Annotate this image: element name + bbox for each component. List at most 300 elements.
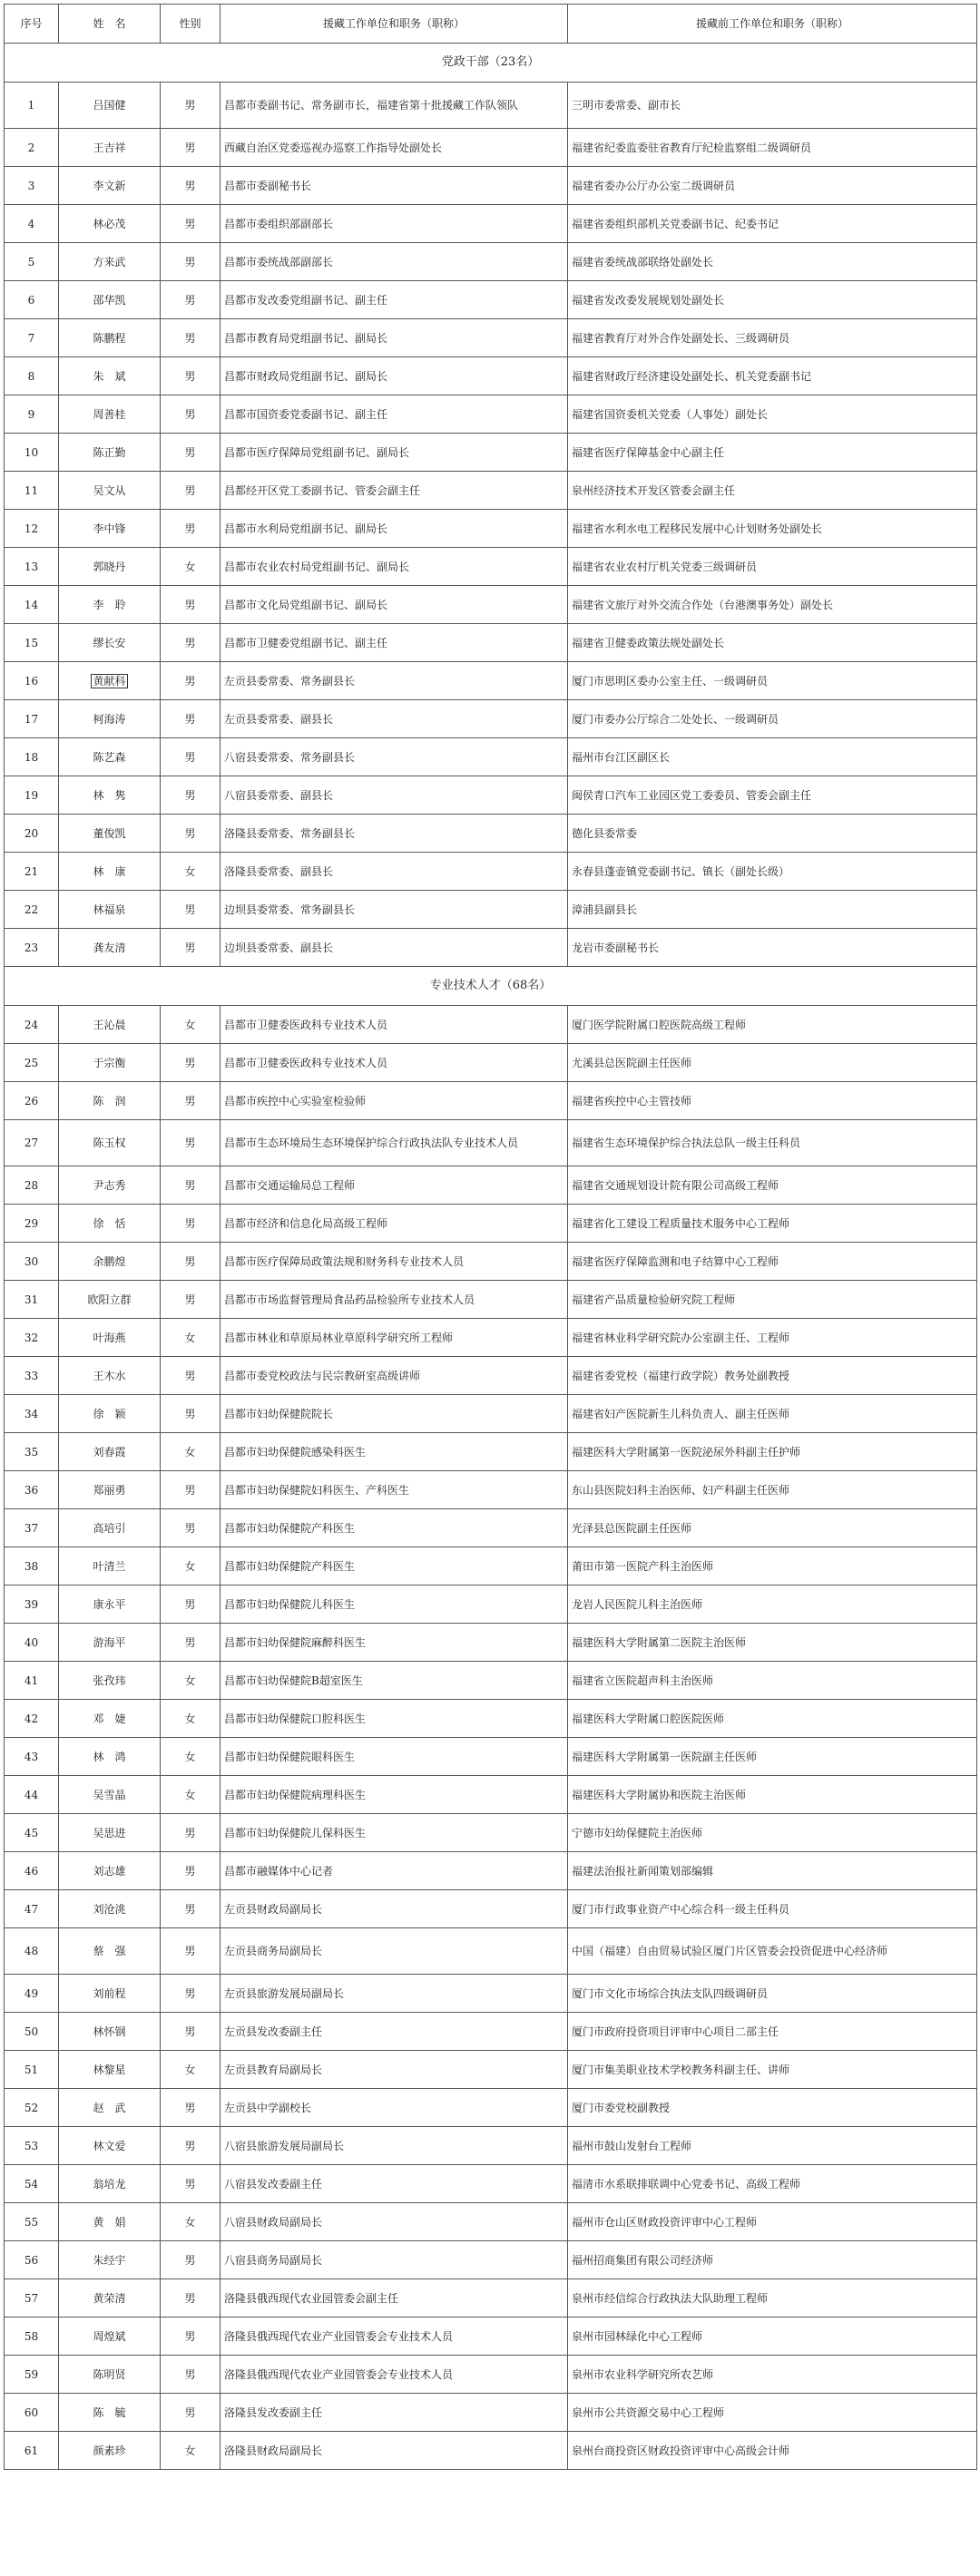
table-row bbox=[5, 2394, 977, 2432]
cell-previous-post: 泉州经济技术开发区管委会副主任 bbox=[568, 472, 977, 510]
table-row bbox=[5, 2051, 977, 2089]
table-body bbox=[5, 44, 977, 2470]
cell-current-post: 八宿县财政局副局长 bbox=[220, 2203, 568, 2241]
table-row bbox=[5, 700, 977, 738]
cell-gender: 女 bbox=[161, 1319, 220, 1357]
cell-name: 于宗衡 bbox=[59, 1044, 161, 1082]
cell-name: 林 鸿 bbox=[59, 1738, 161, 1776]
cell-no: 45 bbox=[5, 1814, 59, 1852]
cell-gender: 男 bbox=[161, 472, 220, 510]
cell-previous-post: 福建省委办公厅办公室二级调研员 bbox=[568, 167, 977, 205]
cell-previous-post: 福州市仓山区财政投资评审中心工程师 bbox=[568, 2203, 977, 2241]
cell-gender: 女 bbox=[161, 1433, 220, 1471]
cell-previous-post: 泉州台商投资区财政投资评审中心高级会计师 bbox=[568, 2432, 977, 2470]
cell-gender: 男 bbox=[161, 929, 220, 967]
cell-current-post: 昌都市林业和草原局林业草原科学研究所工程师 bbox=[220, 1319, 568, 1357]
cell-name: 邵华凯 bbox=[59, 281, 161, 319]
table-row bbox=[5, 1814, 977, 1852]
cell-no: 39 bbox=[5, 1586, 59, 1624]
cell-name: 陈明贤 bbox=[59, 2356, 161, 2394]
cell-gender: 男 bbox=[161, 281, 220, 319]
cell-gender: 男 bbox=[161, 1044, 220, 1082]
cell-name: 林黎星 bbox=[59, 2051, 161, 2089]
cell-no: 9 bbox=[5, 395, 59, 434]
cell-name: 方来武 bbox=[59, 243, 161, 281]
cell-name: 叶清兰 bbox=[59, 1547, 161, 1586]
cell-name: 陈艺森 bbox=[59, 738, 161, 776]
cell-current-post: 左贡县教育局副局长 bbox=[220, 2051, 568, 2089]
cell-current-post: 昌都市卫健委医政科专业技术人员 bbox=[220, 1006, 568, 1044]
cell-current-post: 昌都市交通运输局总工程师 bbox=[220, 1166, 568, 1205]
cell-current-post: 昌都市委副书记、常务副市长，福建省第十批援藏工作队领队 bbox=[220, 83, 568, 129]
cell-name: 刘志雄 bbox=[59, 1852, 161, 1890]
cell-current-post: 昌都市发改委党组副书记、副主任 bbox=[220, 281, 568, 319]
table-row bbox=[5, 1776, 977, 1814]
cell-no: 59 bbox=[5, 2356, 59, 2394]
table-row bbox=[5, 1044, 977, 1082]
table-row bbox=[5, 395, 977, 434]
cell-gender: 男 bbox=[161, 2127, 220, 2165]
cell-no: 41 bbox=[5, 1662, 59, 1700]
cell-name: 周煌斌 bbox=[59, 2317, 161, 2356]
cell-gender: 男 bbox=[161, 2013, 220, 2051]
cell-current-post: 昌都市卫健委医政科专业技术人员 bbox=[220, 1044, 568, 1082]
cell-previous-post: 福建省农业农村厅机关党委三级调研员 bbox=[568, 548, 977, 586]
cell-current-post: 昌都市妇幼保健院儿科医生 bbox=[220, 1586, 568, 1624]
cell-previous-post: 福建省生态环境保护综合执法总队一级主任科员 bbox=[568, 1120, 977, 1166]
cell-no: 52 bbox=[5, 2089, 59, 2127]
cell-name: 黄荣清 bbox=[59, 2279, 161, 2317]
cell-previous-post: 福建医科大学附属第一医院副主任医师 bbox=[568, 1738, 977, 1776]
cell-name: 陈正勤 bbox=[59, 434, 161, 472]
table-row bbox=[5, 2127, 977, 2165]
table-row bbox=[5, 243, 977, 281]
cell-previous-post: 厦门市政府投资项目评审中心项目二部主任 bbox=[568, 2013, 977, 2051]
cell-current-post: 昌都市妇幼保健院B超室医生 bbox=[220, 1662, 568, 1700]
table-row bbox=[5, 1006, 977, 1044]
table-row bbox=[5, 853, 977, 891]
cell-current-post: 八宿县旅游发展局副局长 bbox=[220, 2127, 568, 2165]
cell-no: 26 bbox=[5, 1082, 59, 1120]
cell-gender: 男 bbox=[161, 700, 220, 738]
table-row bbox=[5, 1082, 977, 1120]
table-row bbox=[5, 738, 977, 776]
cell-current-post: 昌都市委统战部副部长 bbox=[220, 243, 568, 281]
cell-name: 王吉祥 bbox=[59, 129, 161, 167]
table-row bbox=[5, 929, 977, 967]
cell-gender: 男 bbox=[161, 395, 220, 434]
cell-no: 40 bbox=[5, 1624, 59, 1662]
cell-name: 尹志秀 bbox=[59, 1166, 161, 1205]
cell-previous-post: 泉州市经信综合行政执法大队助理工程师 bbox=[568, 2279, 977, 2317]
cell-previous-post: 德化县委常委 bbox=[568, 815, 977, 853]
cell-name: 陈 毓 bbox=[59, 2394, 161, 2432]
cell-no: 12 bbox=[5, 510, 59, 548]
table-row bbox=[5, 1624, 977, 1662]
cell-current-post: 昌都市委党校政法与民宗教研室高级讲师 bbox=[220, 1357, 568, 1395]
cell-no: 24 bbox=[5, 1006, 59, 1044]
cell-current-post: 边坝县委常委、常务副县长 bbox=[220, 891, 568, 929]
cell-gender: 男 bbox=[161, 815, 220, 853]
cell-gender: 男 bbox=[161, 2356, 220, 2394]
cell-no: 38 bbox=[5, 1547, 59, 1586]
cell-current-post: 昌都市妇幼保健院麻醉科医生 bbox=[220, 1624, 568, 1662]
cell-current-post: 洛隆县发改委副主任 bbox=[220, 2394, 568, 2432]
table-row bbox=[5, 1852, 977, 1890]
cell-name: 赵 武 bbox=[59, 2089, 161, 2127]
cell-no: 27 bbox=[5, 1120, 59, 1166]
cell-gender: 男 bbox=[161, 1281, 220, 1319]
table-row bbox=[5, 1471, 977, 1509]
cell-name: 吴文从 bbox=[59, 472, 161, 510]
cell-previous-post: 泉州市公共资源交易中心工程师 bbox=[568, 2394, 977, 2432]
cell-no: 15 bbox=[5, 624, 59, 662]
cell-current-post: 左贡县委常委、常务副县长 bbox=[220, 662, 568, 700]
cell-name: 徐 恬 bbox=[59, 1205, 161, 1243]
cell-previous-post: 福建医科大学附属协和医院主治医师 bbox=[568, 1776, 977, 1814]
cell-no: 56 bbox=[5, 2241, 59, 2279]
cell-previous-post: 宁德市妇幼保健院主治医师 bbox=[568, 1814, 977, 1852]
table-row bbox=[5, 434, 977, 472]
cell-current-post: 昌都市财政局党组副书记、副局长 bbox=[220, 357, 568, 395]
cell-previous-post: 厦门市行政事业资产中心综合科一级主任科员 bbox=[568, 1890, 977, 1928]
cell-previous-post: 闽侯青口汽车工业园区党工委委员、管委会副主任 bbox=[568, 776, 977, 815]
cell-name: 林文爱 bbox=[59, 2127, 161, 2165]
cell-previous-post: 厦门市文化市场综合执法支队四级调研员 bbox=[568, 1975, 977, 2013]
cell-gender: 男 bbox=[161, 2394, 220, 2432]
table-row bbox=[5, 1509, 977, 1547]
cell-gender: 男 bbox=[161, 2317, 220, 2356]
cell-gender: 男 bbox=[161, 83, 220, 129]
cell-no: 4 bbox=[5, 205, 59, 243]
cell-current-post: 八宿县委常委、副县长 bbox=[220, 776, 568, 815]
cell-gender: 男 bbox=[161, 1120, 220, 1166]
cell-no: 22 bbox=[5, 891, 59, 929]
cell-previous-post: 福建医科大学附属第一医院泌尿外科副主任护师 bbox=[568, 1433, 977, 1471]
cell-current-post: 左贡县发改委副主任 bbox=[220, 2013, 568, 2051]
table-row bbox=[5, 1433, 977, 1471]
table-row bbox=[5, 1319, 977, 1357]
cell-no: 33 bbox=[5, 1357, 59, 1395]
cell-current-post: 昌都市文化局党组副书记、副局长 bbox=[220, 586, 568, 624]
cell-name: 王沁晨 bbox=[59, 1006, 161, 1044]
cell-gender: 女 bbox=[161, 1547, 220, 1586]
cell-previous-post: 龙岩人民医院儿科主治医师 bbox=[568, 1586, 977, 1624]
cell-gender: 男 bbox=[161, 129, 220, 167]
cell-previous-post: 福建省医疗保障基金中心副主任 bbox=[568, 434, 977, 472]
cell-previous-post: 福建省医疗保障监测和电子结算中心工程师 bbox=[568, 1243, 977, 1281]
cell-previous-post: 福建省立医院超声科主治医师 bbox=[568, 1662, 977, 1700]
cell-current-post: 昌都市疾控中心实验室检验师 bbox=[220, 1082, 568, 1120]
cell-no: 43 bbox=[5, 1738, 59, 1776]
cell-current-post: 昌都市水利局党组副书记、副局长 bbox=[220, 510, 568, 548]
cell-name: 林必茂 bbox=[59, 205, 161, 243]
cell-current-post: 昌都市农业农村局党组副书记、副局长 bbox=[220, 548, 568, 586]
cell-previous-post: 福建省化工建设工程质量技术服务中心工程师 bbox=[568, 1205, 977, 1243]
cell-current-post: 左贡县委常委、副县长 bbox=[220, 700, 568, 738]
cell-name: 吴思进 bbox=[59, 1814, 161, 1852]
cell-previous-post: 光泽县总医院副主任医师 bbox=[568, 1509, 977, 1547]
cell-gender: 女 bbox=[161, 1700, 220, 1738]
cell-gender: 男 bbox=[161, 1205, 220, 1243]
cell-no: 36 bbox=[5, 1471, 59, 1509]
cell-previous-post: 福州市鼓山发射台工程师 bbox=[568, 2127, 977, 2165]
cell-no: 48 bbox=[5, 1928, 59, 1975]
cell-current-post: 左贡县旅游发展局副局长 bbox=[220, 1975, 568, 2013]
cell-previous-post: 福建法治报社新闻策划部编辑 bbox=[568, 1852, 977, 1890]
cell-no: 17 bbox=[5, 700, 59, 738]
cell-gender: 男 bbox=[161, 1624, 220, 1662]
cell-gender: 男 bbox=[161, 2279, 220, 2317]
cell-previous-post: 福建省水利水电工程移民发展中心计划财务处副处长 bbox=[568, 510, 977, 548]
table-row bbox=[5, 1890, 977, 1928]
cell-previous-post: 龙岩市委副秘书长 bbox=[568, 929, 977, 967]
cell-no: 44 bbox=[5, 1776, 59, 1814]
cell-no: 28 bbox=[5, 1166, 59, 1205]
table-row bbox=[5, 2317, 977, 2356]
table-row bbox=[5, 1586, 977, 1624]
cell-current-post: 昌都市委组织部副部长 bbox=[220, 205, 568, 243]
cell-previous-post: 福建省教育厅对外合作处副处长、三级调研员 bbox=[568, 319, 977, 357]
cell-current-post: 昌都市经济和信息化局高级工程师 bbox=[220, 1205, 568, 1243]
cell-gender: 女 bbox=[161, 1662, 220, 1700]
cell-previous-post: 福建省国资委机关党委（人事处）副处长 bbox=[568, 395, 977, 434]
cell-no: 13 bbox=[5, 548, 59, 586]
cell-name: 刘沧洮 bbox=[59, 1890, 161, 1928]
cell-no: 30 bbox=[5, 1243, 59, 1281]
cell-name: 康永平 bbox=[59, 1586, 161, 1624]
cell-no: 51 bbox=[5, 2051, 59, 2089]
cell-previous-post: 厦门市思明区委办公室主任、一级调研员 bbox=[568, 662, 977, 700]
cell-name: 王木水 bbox=[59, 1357, 161, 1395]
cell-current-post: 洛隆县财政局副局长 bbox=[220, 2432, 568, 2470]
cell-name: 高培引 bbox=[59, 1509, 161, 1547]
cell-name: 郭晓丹 bbox=[59, 548, 161, 586]
cell-gender: 女 bbox=[161, 2203, 220, 2241]
table-row bbox=[5, 1700, 977, 1738]
section-header-row bbox=[5, 967, 977, 1006]
cell-previous-post: 福建省交通规划设计院有限公司高级工程师 bbox=[568, 1166, 977, 1205]
cell-gender: 女 bbox=[161, 853, 220, 891]
table-row bbox=[5, 1547, 977, 1586]
header-gender: 性别 bbox=[161, 5, 220, 44]
table-row bbox=[5, 1281, 977, 1319]
table-row bbox=[5, 815, 977, 853]
cell-current-post: 洛隆县俄西现代农业产业园管委会专业技术人员 bbox=[220, 2317, 568, 2356]
cell-no: 57 bbox=[5, 2279, 59, 2317]
cell-name: 董俊凯 bbox=[59, 815, 161, 853]
cell-no: 3 bbox=[5, 167, 59, 205]
cell-name: 余鹏煌 bbox=[59, 1243, 161, 1281]
cell-gender: 男 bbox=[161, 1509, 220, 1547]
cell-gender: 男 bbox=[161, 891, 220, 929]
cell-name: 黄 娟 bbox=[59, 2203, 161, 2241]
cell-current-post: 八宿县商务局副局长 bbox=[220, 2241, 568, 2279]
cell-gender: 男 bbox=[161, 1975, 220, 2013]
cell-no: 37 bbox=[5, 1509, 59, 1547]
cell-gender: 女 bbox=[161, 1738, 220, 1776]
table-row bbox=[5, 83, 977, 129]
cell-previous-post: 厦门市委办公厅综合二处处长、一级调研员 bbox=[568, 700, 977, 738]
cell-current-post: 西藏自治区党委巡视办巡察工作指导处副处长 bbox=[220, 129, 568, 167]
table-row bbox=[5, 205, 977, 243]
cell-previous-post: 福清市水系联排联调中心党委书记、高级工程师 bbox=[568, 2165, 977, 2203]
cell-previous-post: 福建省委统战部联络处副处长 bbox=[568, 243, 977, 281]
cell-gender: 女 bbox=[161, 2051, 220, 2089]
cell-gender: 男 bbox=[161, 586, 220, 624]
cell-name: 欧阳立群 bbox=[59, 1281, 161, 1319]
table-row bbox=[5, 776, 977, 815]
cell-gender: 男 bbox=[161, 1586, 220, 1624]
cell-name: 吴雪晶 bbox=[59, 1776, 161, 1814]
cell-previous-post: 福建省纪委监委驻省教育厅纪检监察组二级调研员 bbox=[568, 129, 977, 167]
cell-no: 18 bbox=[5, 738, 59, 776]
table-row bbox=[5, 2013, 977, 2051]
cell-name bbox=[59, 662, 161, 700]
cell-gender: 男 bbox=[161, 510, 220, 548]
cell-name: 刘春霞 bbox=[59, 1433, 161, 1471]
cell-current-post: 左贡县商务局副局长 bbox=[220, 1928, 568, 1975]
cell-no: 29 bbox=[5, 1205, 59, 1243]
cell-gender: 女 bbox=[161, 548, 220, 586]
cell-name: 陈 润 bbox=[59, 1082, 161, 1120]
table-row bbox=[5, 586, 977, 624]
cell-no: 35 bbox=[5, 1433, 59, 1471]
cell-gender: 男 bbox=[161, 167, 220, 205]
cell-no: 42 bbox=[5, 1700, 59, 1738]
table-row bbox=[5, 1166, 977, 1205]
cell-gender: 男 bbox=[161, 1166, 220, 1205]
table-row bbox=[5, 1243, 977, 1281]
cell-no: 8 bbox=[5, 357, 59, 395]
cell-name: 龚友清 bbox=[59, 929, 161, 967]
table-row bbox=[5, 2165, 977, 2203]
table-row bbox=[5, 1738, 977, 1776]
cell-current-post: 昌都市融媒体中心记者 bbox=[220, 1852, 568, 1890]
cell-no: 2 bbox=[5, 129, 59, 167]
cell-current-post: 昌都市市场监督管理局食品药品检验所专业技术人员 bbox=[220, 1281, 568, 1319]
cell-name: 李文新 bbox=[59, 167, 161, 205]
cell-no: 16 bbox=[5, 662, 59, 700]
cell-previous-post: 福建医科大学附属口腔医院医师 bbox=[568, 1700, 977, 1738]
personnel-table bbox=[4, 4, 977, 2470]
cell-previous-post: 莆田市第一医院产科主治医师 bbox=[568, 1547, 977, 1586]
cell-current-post: 昌都市妇幼保健院产科医生 bbox=[220, 1547, 568, 1586]
cell-gender: 男 bbox=[161, 1395, 220, 1433]
cell-no: 31 bbox=[5, 1281, 59, 1319]
cell-current-post: 洛隆县俄西现代农业园管委会副主任 bbox=[220, 2279, 568, 2317]
cell-gender: 男 bbox=[161, 1814, 220, 1852]
cell-previous-post: 中国（福建）自由贸易试验区厦门片区管委会投资促进中心经济师 bbox=[568, 1928, 977, 1975]
header-no: 序号 bbox=[5, 5, 59, 44]
cell-name: 吕国健 bbox=[59, 83, 161, 129]
cell-current-post: 昌都市妇幼保健院儿保科医生 bbox=[220, 1814, 568, 1852]
cell-previous-post: 福州招商集团有限公司经济师 bbox=[568, 2241, 977, 2279]
table-row bbox=[5, 1975, 977, 2013]
cell-current-post: 边坝县委常委、副县长 bbox=[220, 929, 568, 967]
cell-no: 23 bbox=[5, 929, 59, 967]
cell-no: 5 bbox=[5, 243, 59, 281]
cell-no: 21 bbox=[5, 853, 59, 891]
section-title: 专业技术人才（68名） bbox=[5, 967, 977, 1006]
table-row bbox=[5, 2432, 977, 2470]
table-row bbox=[5, 129, 977, 167]
table-row bbox=[5, 2089, 977, 2127]
cell-name: 邓 婕 bbox=[59, 1700, 161, 1738]
cell-no: 7 bbox=[5, 319, 59, 357]
cell-current-post: 昌都市妇幼保健院感染科医生 bbox=[220, 1433, 568, 1471]
cell-name: 郑丽勇 bbox=[59, 1471, 161, 1509]
cell-no: 19 bbox=[5, 776, 59, 815]
cell-current-post: 昌都市妇幼保健院妇科医生、产科医生 bbox=[220, 1471, 568, 1509]
cell-current-post: 昌都经开区党工委副书记、管委会副主任 bbox=[220, 472, 568, 510]
cell-current-post: 左贡县中学副校长 bbox=[220, 2089, 568, 2127]
cell-previous-post: 泉州市农业科学研究所农艺师 bbox=[568, 2356, 977, 2394]
cell-no: 11 bbox=[5, 472, 59, 510]
cell-gender: 男 bbox=[161, 1243, 220, 1281]
cell-current-post: 昌都市妇幼保健院口腔科医生 bbox=[220, 1700, 568, 1738]
cell-gender: 男 bbox=[161, 205, 220, 243]
cell-previous-post: 福建医科大学附属第二医院主治医师 bbox=[568, 1624, 977, 1662]
cell-no: 58 bbox=[5, 2317, 59, 2356]
table-row bbox=[5, 1928, 977, 1975]
cell-previous-post: 福州市台江区副区长 bbox=[568, 738, 977, 776]
cell-gender: 男 bbox=[161, 1357, 220, 1395]
cell-current-post: 昌都市妇幼保健院病理科医生 bbox=[220, 1776, 568, 1814]
cell-current-post: 昌都市生态环境局生态环境保护综合行政执法队专业技术人员 bbox=[220, 1120, 568, 1166]
table-row bbox=[5, 891, 977, 929]
cell-previous-post: 漳浦县副县长 bbox=[568, 891, 977, 929]
cell-previous-post: 尤溪县总医院副主任医师 bbox=[568, 1044, 977, 1082]
cell-previous-post: 福建省委组织部机关党委副书记、纪委书记 bbox=[568, 205, 977, 243]
header-current-post: 援藏工作单位和职务（职称） bbox=[220, 5, 568, 44]
cell-previous-post: 福建省妇产医院新生儿科负责人、副主任医师 bbox=[568, 1395, 977, 1433]
cell-name: 刘前程 bbox=[59, 1975, 161, 2013]
cell-current-post: 昌都市卫健委党组副书记、副主任 bbox=[220, 624, 568, 662]
cell-current-post: 昌都市医疗保障局政策法规和财务科专业技术人员 bbox=[220, 1243, 568, 1281]
cell-name: 陈鹏程 bbox=[59, 319, 161, 357]
cell-previous-post: 永春县蓬壶镇党委副书记、镇长（副处长级） bbox=[568, 853, 977, 891]
header-row bbox=[5, 5, 977, 44]
table-row bbox=[5, 624, 977, 662]
table-row bbox=[5, 1205, 977, 1243]
cell-previous-post: 福建省委党校（福建行政学院）教务处副教授 bbox=[568, 1357, 977, 1395]
table-row bbox=[5, 319, 977, 357]
cell-gender: 男 bbox=[161, 2089, 220, 2127]
table-row bbox=[5, 662, 977, 700]
cell-gender: 男 bbox=[161, 776, 220, 815]
cell-name: 徐 颖 bbox=[59, 1395, 161, 1433]
cell-no: 53 bbox=[5, 2127, 59, 2165]
cell-current-post: 洛隆县委常委、副县长 bbox=[220, 853, 568, 891]
header-previous-post: 援藏前工作单位和职务（职称） bbox=[568, 5, 977, 44]
cell-no: 6 bbox=[5, 281, 59, 319]
cell-name: 林福泉 bbox=[59, 891, 161, 929]
table-row bbox=[5, 2279, 977, 2317]
section-header-row bbox=[5, 44, 977, 83]
cell-gender: 男 bbox=[161, 1928, 220, 1975]
cell-name: 李 聆 bbox=[59, 586, 161, 624]
section-title: 党政干部（23名） bbox=[5, 44, 977, 83]
cell-no: 61 bbox=[5, 2432, 59, 2470]
table-row bbox=[5, 548, 977, 586]
cell-no: 10 bbox=[5, 434, 59, 472]
cell-previous-post: 三明市委常委、副市长 bbox=[568, 83, 977, 129]
cell-previous-post: 福建省林业科学研究院办公室副主任、工程师 bbox=[568, 1319, 977, 1357]
cell-gender: 男 bbox=[161, 243, 220, 281]
table-row bbox=[5, 1662, 977, 1700]
table-row bbox=[5, 167, 977, 205]
